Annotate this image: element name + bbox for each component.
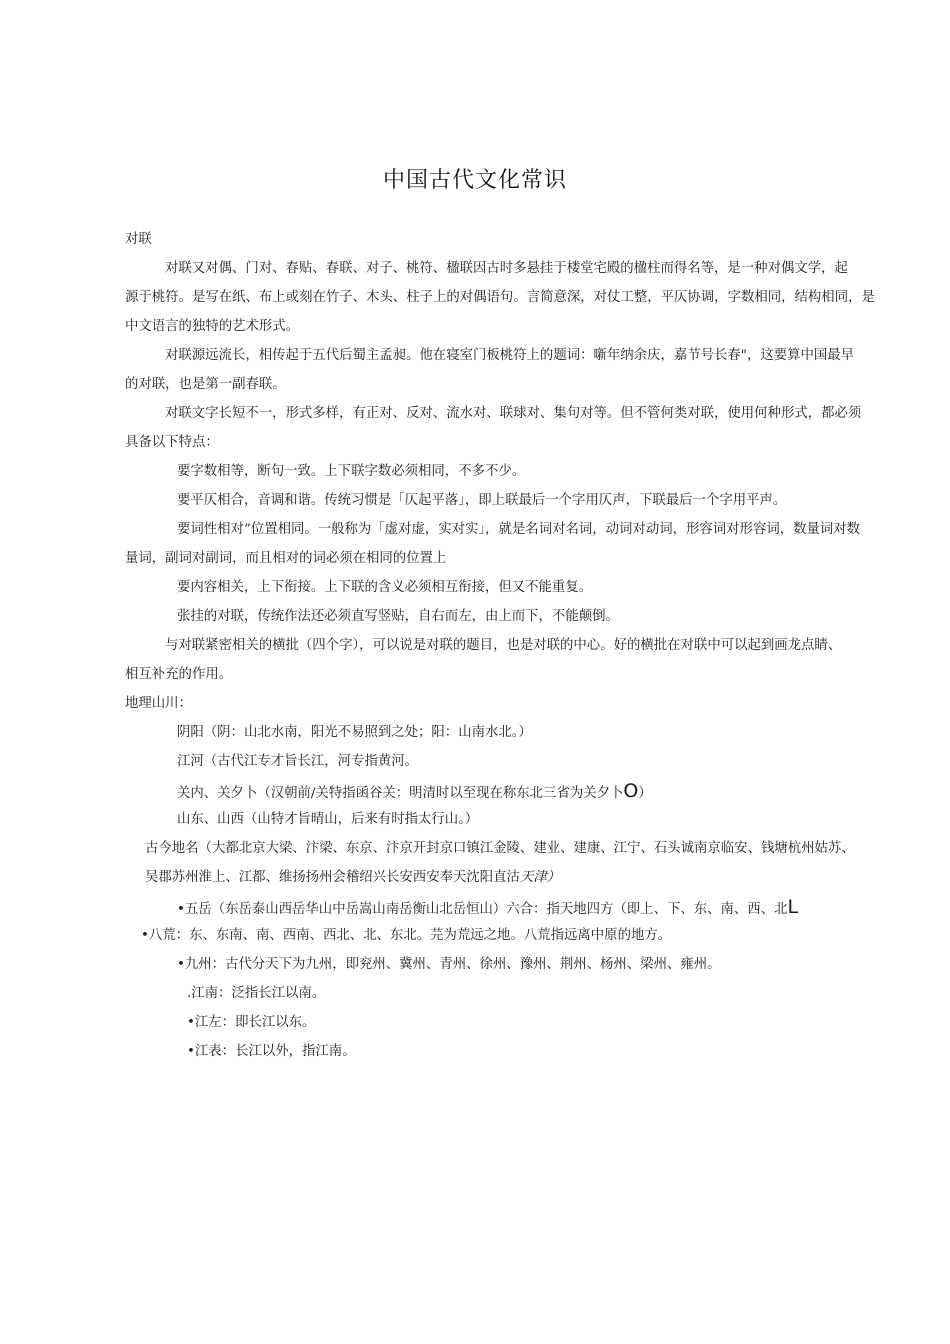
line-text: •五岳（东岳泰山西岳华山中岳嵩山南岳衡山北岳恒山）六合：指天地四方（即上、下、东、南、西、北 (177, 902, 788, 917)
line-text: 关内、关夕卜（汉朝前/关特指函谷关：明清时以至现在称东北三省为关夕卜 (177, 786, 624, 801)
paragraph-line: 要字数相等，断句一致。上下联字数必须相同，不多不少。 (177, 464, 526, 479)
section-heading-geography: 地理山川： (125, 696, 192, 711)
paragraph-line (177, 782, 652, 803)
paragraph-line: 阴阳（阴：山北水南，阳光不易照到之处；阳：山南水北。） (177, 725, 532, 740)
section-heading-couplets: 对联 (125, 232, 152, 247)
paragraph-line: 具备以下特点： (125, 435, 219, 450)
paragraph-line: 对联又对偶、门对、春贴、春联、对子、桃符、楹联因古时多悬挂于楼堂宅殿的楹柱而得名等，是一种对偶文学，起 (165, 261, 848, 276)
line-text: ） (638, 786, 652, 801)
paragraph-line: 要内容相关，上下衔接。上下联的含义必须相互衔接，但又不能重复。 (177, 580, 593, 595)
paragraph-line: .江南：泛指长江以南。 (187, 986, 326, 1001)
paragraph-line: 相互补充的作用。 (125, 667, 233, 682)
paragraph-line: 古今地名（大都北京大梁、汴梁、东京、汴京开封京口镇江金陵、建业、建康、江宁、石头诚南京临安、钱塘杭州姑苏、 (145, 841, 855, 856)
paragraph-line: 对联文字长短不一，形式多样，有正对、反对、流水对、联球对、集句对等。但不管何类对联，使用何种形式，都必须 (165, 406, 862, 421)
paragraph-line: 中文语言的独特的艺术形式。 (125, 319, 300, 334)
paragraph-line: 与对联紧密相关的横批（四个字），可以说是对联的题目，也是对联的中心。好的横批在对联中可以起到画龙点睛、 (165, 638, 842, 653)
paragraph-line: 江河（古代江专才旨长江，河专指黄河。 (177, 754, 419, 769)
paragraph-line: 山东、山西（山特才旨晴山，后来有时指太行山。） (177, 812, 479, 827)
paragraph-line: 的对联，也是第一副春联。 (125, 377, 286, 392)
paragraph-line: 源于桃符。是写在纸、布上或刻在竹子、木头、柱子上的对偶语句。言简意深，对仗工整，平仄协调，字数相同，结构相同，是 (125, 290, 875, 305)
line-text-large-glyph: L (787, 896, 799, 918)
paragraph-line: 量词，副词对副词，而且相对的词必须在相同的位置上 (125, 551, 447, 566)
paragraph-line: 张挂的对联，传统作法还必须直写竖贴，自右而左，由上而下，不能颠倒。 (177, 609, 619, 624)
line-text: 吴郡苏州淮上、江都、维扬扬州会稽绍兴长安西安奉天沈阳直沽 (145, 870, 520, 885)
paragraph-line: 要词性相对”位置相同。一般称为「虚对虚，实对实」，就是名词对名词，动词对动词，形容词对形容词，数量词对数 (177, 522, 861, 537)
paragraph-line: •八荒：东、东南、南、西南、西北、北、东北。芫为荒远之地。八荒指远离中原的地方。 (141, 928, 672, 943)
line-text-large-glyph: O (623, 780, 639, 802)
paragraph-line: •九州：古代分天下为九州，即兖州、冀州、青州、徐州、豫州、荆州、杨州、梁州、雍州。 (177, 957, 721, 972)
paragraph-line: 对联源远流长，相传起于五代后蜀主孟昶。他在寝室门板桃符上的题词：噺年纳余庆，嘉节号长春"，这要算中国最早 (165, 348, 855, 363)
document-title: 中国古代文化常识 (382, 168, 567, 193)
paragraph-line: •江表：长江以外，指江南。 (187, 1044, 356, 1059)
line-text-italic: 天津） (519, 870, 561, 885)
paragraph-line (177, 898, 798, 919)
paragraph-line: •江左：即长江以东。 (187, 1015, 316, 1030)
paragraph-line (145, 869, 560, 887)
paragraph-line: 要平仄相合，音调和谐。传统习惯是「仄起平落」，即上联最后一个字用仄声，下联最后一个字用平声。 (177, 493, 787, 508)
